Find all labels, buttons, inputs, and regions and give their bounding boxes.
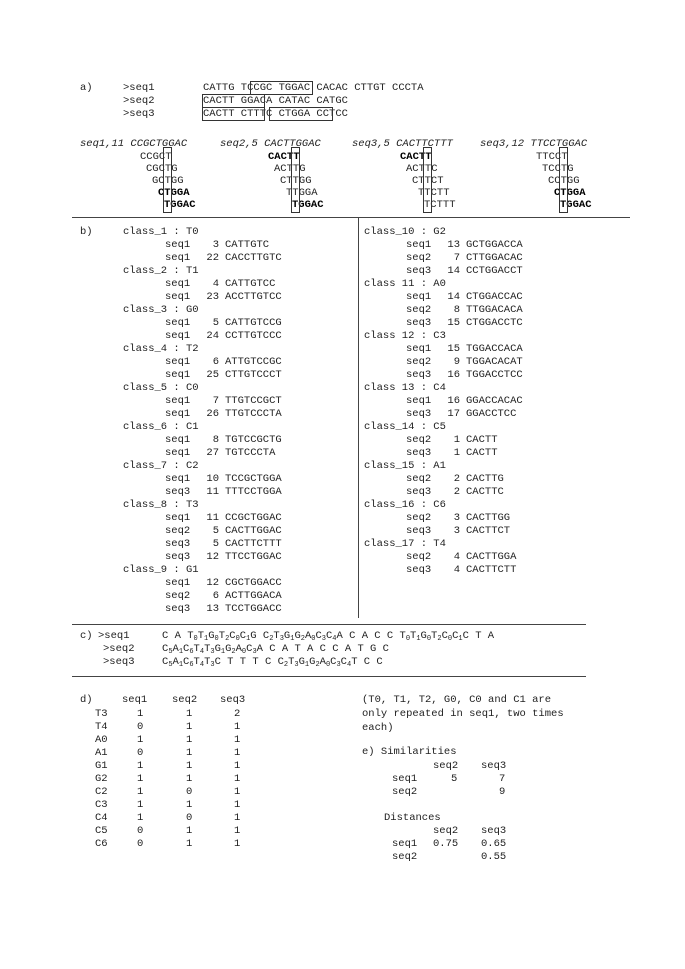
row-label: C6	[95, 838, 108, 850]
occurrence-kmer: CGCTGGACC	[225, 577, 282, 589]
motif-kmer: CTTCT	[412, 175, 444, 187]
encoded-seq1: C A $T_0T_1G_0T_2C_0C_1G$ $C_2T_3G_1G_2A_0C_3C_4A$ C A C C $T_0T_1G_0T_2C_0C_1C$ T A	[162, 630, 495, 643]
occurrence-kmer: CATTGTCC	[225, 278, 276, 290]
class-heading: class_8 : T3	[123, 499, 199, 511]
occurrence-kmer: TGGACCTCC	[466, 369, 523, 381]
motif-header: seq3,5 CACTTCTTT	[352, 138, 453, 150]
occurrence-seq: seq3	[165, 538, 191, 550]
occurrence-position: 4	[212, 278, 219, 290]
occurrence-position: 5	[212, 317, 219, 329]
occurrence-kmer: TGGACACAT	[466, 356, 523, 368]
motif-highlight-box	[250, 81, 313, 95]
occurrence-kmer: CTGGACCTC	[466, 317, 523, 329]
motif-kmer: CTTGG	[280, 175, 312, 187]
note-line: (T0, T1, T2, G0, C0 and C1 are	[362, 694, 552, 706]
motif-highlight-box	[269, 107, 333, 121]
occurrence-position: 9	[453, 356, 460, 368]
class-heading: class_5 : C0	[123, 382, 199, 394]
motif-header: seq1,11 CCGCTGGAC	[80, 138, 188, 150]
distances-title: Distances	[384, 812, 441, 824]
seq-name: >seq2	[123, 95, 155, 107]
class-heading: class_14 : C5	[364, 421, 446, 433]
motif-kmer: ACTTC	[406, 163, 438, 175]
table-cell: 1	[234, 799, 241, 811]
occurrence-position: 3	[453, 525, 460, 537]
table-cell: 1	[137, 708, 144, 720]
row-label: C2	[95, 786, 108, 798]
table-cell: 1	[186, 799, 193, 811]
occurrence-seq: seq2	[406, 356, 432, 368]
row-label: A1	[95, 747, 108, 759]
motif-kmer: CACTT	[268, 151, 300, 163]
occurrence-seq: seq1	[406, 291, 432, 303]
occurrence-seq: seq1	[406, 343, 432, 355]
table-cell: 1	[137, 812, 144, 824]
occurrence-kmer: GGACCACAC	[466, 395, 523, 407]
occurrence-position: 27	[206, 447, 219, 459]
row-label: C4	[95, 812, 108, 824]
occurrence-seq: seq2	[165, 525, 191, 537]
occurrence-kmer: TCCGCTGGA	[225, 473, 282, 485]
row-label: C3	[95, 799, 108, 811]
section-divider	[72, 676, 586, 677]
table-header: seq2	[433, 760, 459, 772]
occurrence-position: 6	[212, 590, 219, 602]
table-cell: 0	[137, 747, 144, 759]
occurrence-kmer: TGTCCGCTG	[225, 434, 282, 446]
table-header: seq1	[122, 694, 148, 706]
table-cell: 0	[186, 812, 193, 824]
motif-kmer: TCTTT	[424, 199, 456, 211]
table-header: seq2	[433, 825, 459, 837]
occurrence-position: 10	[206, 473, 219, 485]
section-c-label: c)	[80, 630, 93, 642]
motif-kmer: CCGCT	[140, 151, 172, 163]
table-cell: 1	[234, 812, 241, 824]
occurrence-seq: seq3	[165, 486, 191, 498]
occurrence-kmer: CCGCTGGAC	[225, 512, 282, 524]
cell: 7	[499, 773, 506, 785]
table-cell: 1	[137, 734, 144, 746]
motif-column-box	[423, 147, 432, 213]
occurrence-seq: seq1	[165, 434, 191, 446]
occurrence-position: 1	[453, 434, 460, 446]
table-cell: 1	[234, 760, 241, 772]
motif-kmer: TGGAC	[292, 199, 324, 211]
occurrence-position: 3	[212, 239, 219, 251]
section-e-title: e) Similarities	[362, 746, 457, 758]
class-heading: class 11 : A0	[364, 278, 446, 290]
table-cell: 1	[234, 825, 241, 837]
section-d-label: d)	[80, 694, 93, 706]
occurrence-kmer: TCCTGGACC	[225, 603, 282, 615]
table-cell: 0	[186, 786, 193, 798]
motif-column-box	[163, 147, 172, 213]
table-cell: 1	[186, 825, 193, 837]
class-heading: class_10 : G2	[364, 226, 446, 238]
occurrence-seq: seq1	[406, 395, 432, 407]
table-cell: 0	[137, 838, 144, 850]
occurrence-seq: seq3	[406, 525, 432, 537]
table-cell: 2	[234, 708, 241, 720]
occurrence-seq: seq1	[165, 512, 191, 524]
occurrence-position: 5	[212, 525, 219, 537]
class-heading: class_17 : T4	[364, 538, 446, 550]
occurrence-kmer: CCTTGTCCC	[225, 330, 282, 342]
occurrence-position: 2	[453, 473, 460, 485]
motif-kmer: TCCTG	[542, 163, 574, 175]
occurrence-seq: seq3	[406, 408, 432, 420]
occurrence-kmer: CACTTCTT	[466, 564, 517, 576]
occurrence-seq: seq3	[406, 317, 432, 329]
occurrence-position: 16	[447, 369, 460, 381]
occurrence-kmer: ACCTTGTCC	[225, 291, 282, 303]
occurrence-seq: seq3	[406, 265, 432, 277]
occurrence-seq: seq2	[165, 590, 191, 602]
occurrence-position: 8	[453, 304, 460, 316]
occurrence-position: 3	[453, 512, 460, 524]
class-heading: class_4 : T2	[123, 343, 199, 355]
motif-kmer: ACTTG	[274, 163, 306, 175]
table-cell: 1	[137, 786, 144, 798]
table-header: seq3	[220, 694, 246, 706]
occurrence-position: 11	[206, 486, 219, 498]
occurrence-kmer: TGTCCCTA	[225, 447, 276, 459]
occurrence-position: 23	[206, 291, 219, 303]
table-cell: 1	[234, 786, 241, 798]
occurrence-kmer: CACTT	[466, 434, 498, 446]
occurrence-kmer: CACTTCT	[466, 525, 511, 537]
sequence-line: CACTT CTTTC CTGGA CCTCC	[203, 108, 348, 120]
occurrence-seq: seq1	[165, 239, 191, 251]
occurrence-seq: seq1	[165, 330, 191, 342]
occurrence-kmer: ATTGTCCGC	[225, 356, 282, 368]
cell: 0.65	[481, 838, 507, 850]
occurrence-seq: seq1	[165, 291, 191, 303]
table-cell: 1	[186, 838, 193, 850]
motif-column-box	[559, 147, 568, 213]
row-label: seq1	[392, 838, 418, 850]
occurrence-seq: seq1	[165, 577, 191, 589]
class-heading: class_1 : T0	[123, 226, 199, 238]
occurrence-position: 14	[447, 265, 460, 277]
sequence-line: CATTG TCCGC TGGAC CACAC CTTGT CCCTA	[203, 82, 424, 94]
occurrence-kmer: GGACCTCC	[466, 408, 517, 420]
encoded-seq3: $C_5A_1C_6T_4T_3C$ T T T C $C_2T_3G_1G_2A_0C_3C_4T$ C C	[162, 656, 383, 669]
motif-kmer: TTGGA	[286, 187, 318, 199]
occurrence-position: 22	[206, 252, 219, 264]
row-label: T4	[95, 721, 108, 733]
seq-name: >seq1	[98, 630, 130, 642]
occurrence-seq: seq2	[406, 252, 432, 264]
table-cell: 1	[186, 773, 193, 785]
motif-header: seq2,5 CACTTGGAC	[220, 138, 321, 150]
table-cell: 1	[234, 747, 241, 759]
row-label: A0	[95, 734, 108, 746]
occurrence-seq: seq3	[165, 551, 191, 563]
section-divider	[72, 217, 630, 218]
table-cell: 1	[186, 747, 193, 759]
motif-column-box	[291, 147, 300, 213]
occurrence-position: 12	[206, 577, 219, 589]
occurrence-position: 15	[447, 343, 460, 355]
sequence-line: CACTT GGACA CATAC CATGC	[203, 95, 348, 107]
table-cell: 1	[234, 773, 241, 785]
occurrence-seq: seq1	[165, 252, 191, 264]
motif-kmer: CCTGG	[548, 175, 580, 187]
class-heading: class 12 : C3	[364, 330, 446, 342]
occurrence-position: 25	[206, 369, 219, 381]
occurrence-kmer: CACTTGGAC	[225, 525, 282, 537]
class-heading: class_7 : C2	[123, 460, 199, 472]
table-header: seq3	[481, 760, 507, 772]
class-heading: class_3 : G0	[123, 304, 199, 316]
section-a-label: a)	[80, 82, 93, 94]
occurrence-seq: seq1	[165, 395, 191, 407]
motif-kmer: TTCCT	[536, 151, 568, 163]
table-cell: 1	[186, 760, 193, 772]
class-heading: class_6 : C1	[123, 421, 199, 433]
row-label: seq1	[392, 773, 418, 785]
occurrence-seq: seq1	[165, 278, 191, 290]
occurrence-position: 8	[212, 434, 219, 446]
occurrence-seq: seq3	[406, 369, 432, 381]
occurrence-seq: seq3	[406, 447, 432, 459]
motif-kmer: TGGAC	[560, 199, 592, 211]
occurrence-kmer: CACTTG	[466, 473, 504, 485]
motif-kmer: CTGGA	[158, 187, 190, 199]
occurrence-seq: seq2	[406, 473, 432, 485]
occurrence-kmer: CACTTGGA	[466, 551, 517, 563]
occurrence-seq: seq2	[406, 304, 432, 316]
occurrence-kmer: TTGTCCCTA	[225, 408, 282, 420]
row-label: seq2	[392, 786, 418, 798]
table-header: seq3	[481, 825, 507, 837]
occurrence-seq: seq1	[406, 239, 432, 251]
occurrence-position: 14	[447, 291, 460, 303]
occurrence-position: 17	[447, 408, 460, 420]
cell: 0.55	[481, 851, 507, 863]
occurrence-kmer: GCTGGACCA	[466, 239, 523, 251]
row-label: C5	[95, 825, 108, 837]
motif-highlight-box	[202, 107, 265, 121]
seq-name: >seq3	[123, 108, 155, 120]
table-cell: 1	[137, 773, 144, 785]
occurrence-seq: seq1	[165, 447, 191, 459]
motif-highlight-box	[202, 94, 265, 108]
class-heading: class_9 : G1	[123, 564, 199, 576]
encoded-seq2: $C_5A_1C_6T_4T_3G_1G_2A_0C_3A$ C A T A C C A T G C	[162, 643, 389, 656]
occurrence-position: 7	[212, 395, 219, 407]
section-b-label: b)	[80, 226, 93, 238]
class-heading: class_2 : T1	[123, 265, 199, 277]
row-label: G2	[95, 773, 108, 785]
table-cell: 1	[186, 734, 193, 746]
table-header: seq2	[172, 694, 198, 706]
table-cell: 1	[234, 734, 241, 746]
occurrence-position: 4	[453, 551, 460, 563]
class-heading: class 13 : C4	[364, 382, 446, 394]
table-cell: 1	[186, 708, 193, 720]
occurrence-kmer: CTTGTCCCT	[225, 369, 282, 381]
cell: 0.75	[433, 838, 459, 850]
occurrence-kmer: CATTGTCCG	[225, 317, 282, 329]
occurrence-kmer: CACTTC	[466, 486, 504, 498]
motif-kmer: CTGGA	[554, 187, 586, 199]
occurrence-position: 13	[206, 603, 219, 615]
occurrence-kmer: TTTCCTGGA	[225, 486, 282, 498]
table-cell: 1	[234, 838, 241, 850]
occurrence-kmer: CACTTGG	[466, 512, 511, 524]
occurrence-kmer: TTCCTGGAC	[225, 551, 282, 563]
occurrence-kmer: TTGGACACA	[466, 304, 523, 316]
occurrence-position: 11	[206, 512, 219, 524]
occurrence-position: 12	[206, 551, 219, 563]
column-divider	[358, 218, 359, 618]
occurrence-seq: seq2	[406, 551, 432, 563]
motif-header: seq3,12 TTCCTGGAC	[480, 138, 588, 150]
occurrence-seq: seq2	[406, 512, 432, 524]
seq-name: >seq3	[103, 656, 135, 668]
motif-kmer: CGCTG	[146, 163, 178, 175]
occurrence-seq: seq1	[165, 473, 191, 485]
note-line: each)	[362, 722, 394, 734]
cell: 9	[499, 786, 506, 798]
occurrence-kmer: CATTGTC	[225, 239, 270, 251]
occurrence-kmer: CACTT	[466, 447, 498, 459]
occurrence-kmer: CTTGGACAC	[466, 252, 523, 264]
occurrence-kmer: CACCTTGTC	[225, 252, 282, 264]
occurrence-position: 26	[206, 408, 219, 420]
occurrence-kmer: TGGACCACA	[466, 343, 523, 355]
occurrence-seq: seq1	[165, 408, 191, 420]
occurrence-kmer: CTGGACCAC	[466, 291, 523, 303]
occurrence-kmer: CACTTCTTT	[225, 538, 282, 550]
motif-kmer: CACTT	[400, 151, 432, 163]
motif-kmer: TGGAC	[164, 199, 196, 211]
occurrence-position: 2	[453, 486, 460, 498]
seq-name: >seq1	[123, 82, 155, 94]
occurrence-seq: seq2	[406, 434, 432, 446]
occurrence-position: 7	[453, 252, 460, 264]
occurrence-position: 5	[212, 538, 219, 550]
row-label: seq2	[392, 851, 418, 863]
occurrence-seq: seq1	[165, 317, 191, 329]
occurrence-seq: seq1	[165, 369, 191, 381]
occurrence-seq: seq3	[165, 603, 191, 615]
note-line: only repeated in seq1, two times	[362, 708, 564, 720]
occurrence-kmer: TTGTCCGCT	[225, 395, 282, 407]
occurrence-position: 1	[453, 447, 460, 459]
table-cell: 1	[137, 760, 144, 772]
table-cell: 1	[234, 721, 241, 733]
occurrence-position: 16	[447, 395, 460, 407]
section-divider	[72, 624, 586, 625]
table-cell: 1	[186, 721, 193, 733]
occurrence-position: 24	[206, 330, 219, 342]
table-cell: 0	[137, 721, 144, 733]
occurrence-position: 15	[447, 317, 460, 329]
occurrence-seq: seq3	[406, 486, 432, 498]
occurrence-seq: seq3	[406, 564, 432, 576]
row-label: T3	[95, 708, 108, 720]
occurrence-position: 13	[447, 239, 460, 251]
class-heading: class_15 : A1	[364, 460, 446, 472]
occurrence-position: 4	[453, 564, 460, 576]
occurrence-seq: seq1	[165, 356, 191, 368]
motif-kmer: TTCTT	[418, 187, 450, 199]
occurrence-kmer: CCTGGACCT	[466, 265, 523, 277]
table-cell: 1	[137, 799, 144, 811]
cell: 5	[451, 773, 458, 785]
table-cell: 0	[137, 825, 144, 837]
seq-name: >seq2	[103, 643, 135, 655]
occurrence-kmer: ACTTGGACA	[225, 590, 282, 602]
class-heading: class_16 : C6	[364, 499, 446, 511]
row-label: G1	[95, 760, 108, 772]
motif-kmer: GCTGG	[152, 175, 184, 187]
occurrence-position: 6	[212, 356, 219, 368]
